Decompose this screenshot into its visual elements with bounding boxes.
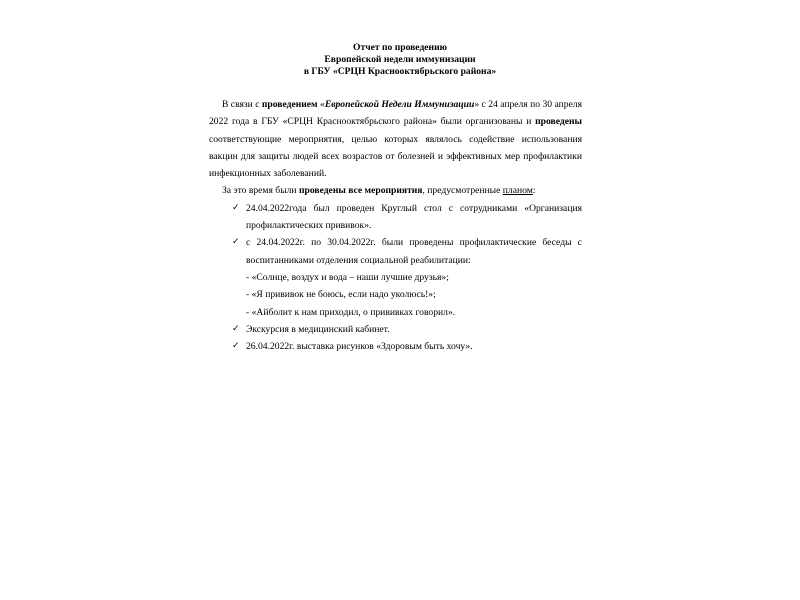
summary-paragraph: [209, 182, 582, 199]
title-line-3: в ГБУ «СРЦН Краснооктябрьского района»: [303, 66, 497, 77]
list-item-text: с 24.04.2022г. по 30.04.2022г. были проведены профилактические беседы с воспитанниками отделения социальной реабилитации:: [246, 237, 582, 266]
checkmark-icon: ✓: [232, 323, 240, 334]
intro-text-rest: » с 24 апреля по 30 апреля 2022 года в ГБУ «СРЦН Краснооктябрьского района» были организованы и: [209, 99, 582, 128]
report-body: [209, 96, 582, 355]
sub-list-item: - «Солнце, воздух и вода – наши лучшие друзья»;: [246, 271, 449, 283]
list-item: [232, 321, 582, 338]
list-item-text: 24.04.2022года был проведен Круглый стол с сотрудниками «Организация профилактических прививок».: [246, 202, 582, 232]
intro-text-end: соответствующие мероприятия, целью которых являлось содействие использования вакцин для защиты людей всех возрастов от болезней и эффективных мер профилактики инфекционных заболеваний.: [209, 133, 582, 180]
sub-list-item: - «Айболит к нам приходил, о прививках говорил».: [246, 306, 456, 318]
intro-bold: проведением: [261, 99, 318, 110]
summary-middle: , предусмотренные: [422, 185, 503, 197]
summary-bold: проведены все мероприятия: [298, 185, 423, 197]
report-title: [0, 42, 800, 78]
title-line-1: Отчет по проведению: [353, 42, 447, 53]
intro-quote: «: [317, 99, 325, 110]
list-item: [232, 200, 582, 235]
checkmark-icon: ✓: [232, 202, 240, 213]
list-item: [232, 338, 582, 355]
sub-list-item: - «Я прививок не боюсь, если надо уколюсь!»;: [246, 289, 436, 301]
list-item-text: 26.04.2022г. выставка рисунков «Здоровым быть хочу».: [246, 341, 473, 353]
intro-event-name: Европейской Недели Иммунизации: [324, 99, 475, 110]
intro-paragraph: [209, 96, 582, 182]
list-item: [232, 234, 582, 269]
checkmark-icon: ✓: [232, 341, 240, 352]
title-line-2: Европейской недели иммунизации: [324, 54, 476, 65]
intro-bold-2: проведены: [535, 116, 582, 128]
plan-link-text: планом: [502, 185, 533, 197]
checkmark-icon: ✓: [232, 237, 240, 248]
list-item-text: Экскурсия в медицинский кабинет.: [246, 323, 390, 335]
summary-start: За это время были: [222, 185, 299, 197]
intro-text: В связи с: [222, 99, 262, 110]
summary-end: :: [532, 185, 536, 197]
